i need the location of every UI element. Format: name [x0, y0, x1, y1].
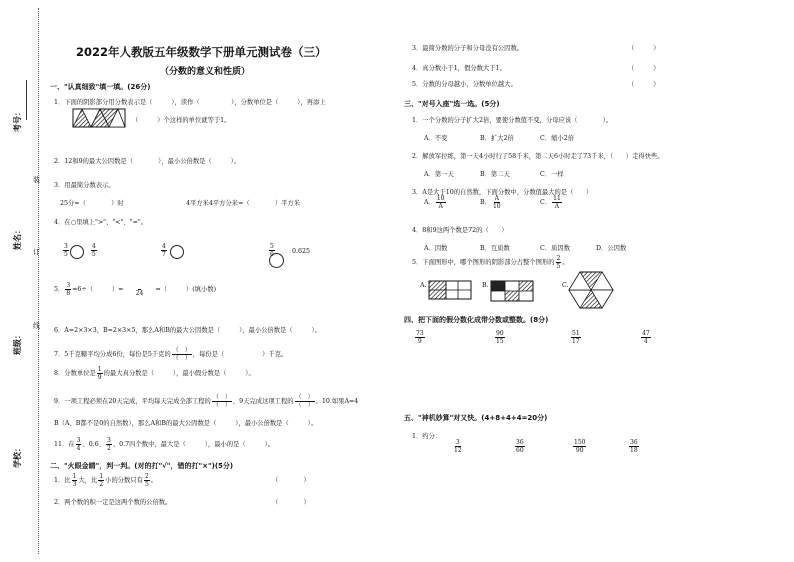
binding-xian: 线	[33, 322, 40, 330]
section-3-heading: 三、"对号入座"选一选。(5分)	[404, 100, 500, 108]
choice-4: 4．8和9这两个数是72的（ ）	[412, 227, 508, 234]
choice-5-label-c[interactable]: C.	[562, 282, 569, 289]
question-4: 4．在○里填上">"、"<"、"="。	[54, 219, 148, 226]
page-subtitle: （分数的意义和性质）	[160, 67, 251, 77]
compare-circle-3[interactable]	[269, 253, 284, 268]
simplify-fraction-3: $\frac{150}{90}$	[574, 439, 586, 454]
question-8: 8．分数单位是 $\frac{1}{9}$ 的最大真分数是（ ），最小假分数是（ ）。	[54, 366, 255, 381]
question-1-figure	[72, 108, 126, 128]
question-9: 9．一项工程必须在20天完成，平均每天完成全部工程的 $\frac{( )}{( )}$ ，9天完成这项工程的 $\frac{( )}{( )}$ 。10.如果A=4	[54, 394, 359, 409]
improper-fraction-2: $\frac{90}{15}$	[496, 330, 504, 345]
choice-3-option-b[interactable]: B． $\frac{A}{10}$	[480, 195, 501, 210]
choice-2-option-b[interactable]: B．第二天	[480, 171, 510, 178]
judge-2-answer[interactable]: （ ）	[272, 499, 310, 506]
choice-4-option-b[interactable]: B．互质数	[480, 245, 510, 252]
question-3b: 4平方米4平方分米=（ ）平方米	[186, 200, 301, 207]
judge-5: 5．分数的分母越小，分数单位越大。	[412, 81, 517, 88]
compare-item-3: $\frac{5}{6}$	[270, 243, 274, 258]
school-label: 学校：	[13, 444, 22, 468]
judge-2: 2．两个数的积一定是这两个数的公倍数。	[54, 499, 172, 506]
compare-circle-1[interactable]	[70, 245, 84, 259]
simplify-fraction-4: $\frac{36}{18}$	[630, 439, 638, 454]
question-1-continued: （ ）个这样的单位就等于1。	[132, 117, 231, 124]
judge-4-answer[interactable]: （ ）	[628, 65, 660, 72]
improper-fraction-3: $\frac{51}{17}$	[572, 330, 580, 345]
choice-2-option-c[interactable]: C．一样	[540, 171, 564, 178]
judge-1: 1．比 $\frac{1}{3}$ 大，比 $\frac{1}{2}$ 小的分数只有 $\frac{2}{5}$ 。	[54, 473, 158, 488]
choice-5-figure-c	[568, 270, 614, 310]
choice-5: 5．下面图形中，哪个图形的阴影部分占整个图形的 $\frac{2}{5}$ 。	[412, 255, 569, 270]
question-2: 2．12和9的最大公因数是（ ），最小公倍数是（ ）。	[54, 158, 241, 165]
choice-4-option-a[interactable]: A．因数	[424, 245, 448, 252]
compare-circle-2[interactable]	[170, 245, 184, 259]
choice-5-figure-a	[428, 280, 472, 300]
choice-3-option-a[interactable]: A． $\frac{10}{A}$	[424, 195, 445, 210]
section-1-heading: 一、"认真细致"填一填。(26分)	[50, 83, 151, 91]
question-10: B（A、B都不是0的自然数），那么A和B的最大公因数是（ ），最小公倍数是（ ）。	[54, 420, 318, 427]
judge-1-answer[interactable]: （ ）	[272, 477, 310, 484]
judge-3: 3．最简分数的分子和分母没有公因数。	[412, 45, 524, 52]
choice-1-option-a[interactable]: A．不变	[424, 135, 448, 142]
compare-item-2: $\frac{4}{7}$	[162, 243, 166, 258]
judge-4: 4．真分数小于1，假分数大于1。	[412, 65, 506, 72]
choice-4-option-d[interactable]: D．公因数	[596, 245, 627, 252]
choice-1: 1．一个分数的分子扩大2倍，要使分数值不变，分母应该（ ）。	[412, 117, 613, 124]
binding-ding: 订	[33, 248, 40, 256]
binding-dotted-line	[38, 8, 39, 554]
question-6: 6．A=2×3×3，B=2×3×5，那么A和B的最大公因数是（ ），最小公倍数是（ ）。	[54, 327, 321, 334]
section-2-heading: 二、"火眼金睛"，判一判。(对的打"√"，错的打"×")(5分)	[50, 462, 234, 470]
question-3a: 25分=（ ）时	[60, 200, 124, 207]
page-title: 2022年人教版五年级数学下册单元测试卷（三）	[76, 45, 327, 59]
judge-5-answer[interactable]: （ ）	[628, 81, 660, 88]
section-5-heading: 五、"神机妙算"对又快。(4+8+4+4=20分)	[404, 414, 548, 422]
judge-3-answer[interactable]: （ ）	[628, 45, 660, 52]
improper-fraction-1: $\frac{73}{9}$	[416, 330, 424, 345]
exam-no-label: 考号：	[13, 108, 22, 132]
compare-item-1: $\frac{3}{5}$ $\frac{4}{5}$	[64, 243, 96, 258]
simplify-fraction-1: $\frac{3}{12}$	[454, 439, 462, 454]
question-11: 11．在 $\frac{3}{4}$ 、0.6、 $\frac{3}{2}$ 、0.7四个数中，最大是（ ），最小的是（ ）。	[54, 437, 275, 452]
choice-1-option-c[interactable]: C．缩小2倍	[540, 135, 575, 142]
name-label: 姓名：	[13, 226, 22, 250]
simplify-label: 1．约分：	[412, 433, 442, 440]
binding-zhuang: 装	[33, 176, 40, 184]
simplify-fraction-2: $\frac{36}{60}$	[516, 439, 524, 454]
question-7: 7．5千克糖平均分成6份，每份是5千克的 $\frac{( )}{( )}$ ，每份是（ ）千克。	[54, 347, 288, 362]
choice-5-label-b[interactable]: B.	[482, 282, 489, 289]
class-label: 班级：	[13, 331, 22, 355]
question-5: 5． $\frac{3}{8}$ =6÷（ ）= 24 =（ ）(填小数)	[54, 282, 217, 297]
choice-2: 2．解放军拉练，第一天4小时行了58千米，第二天6小时走了73千米，（ ）走得快些。	[412, 153, 664, 160]
improper-fraction-4: $\frac{47}{4}$	[642, 330, 650, 345]
choice-3: 3．A是大于10的自然数，下面分数中，分数值最大的是（ ）	[412, 189, 593, 196]
choice-3-option-c[interactable]: C． $\frac{11}{A}$	[540, 195, 561, 210]
choice-5-figure-b	[490, 280, 534, 302]
choice-5-label-a[interactable]: A.	[420, 282, 427, 289]
choice-2-option-a[interactable]: A．第一天	[424, 171, 454, 178]
question-3: 3．用最简分数表示。	[54, 182, 115, 189]
section-4-heading: 四、把下面的假分数化成带分数或整数。(8分)	[404, 316, 549, 324]
choice-4-option-c[interactable]: C．质因数	[540, 245, 571, 252]
choice-1-option-b[interactable]: B．扩大2倍	[480, 135, 514, 142]
question-1: 1．下面的阴影部分用分数表示是（ ），读作（ ），分数单位是（ ），再添上	[54, 99, 326, 106]
exam-no-line	[26, 80, 27, 120]
compare-value-0625: 0.625	[292, 248, 311, 255]
